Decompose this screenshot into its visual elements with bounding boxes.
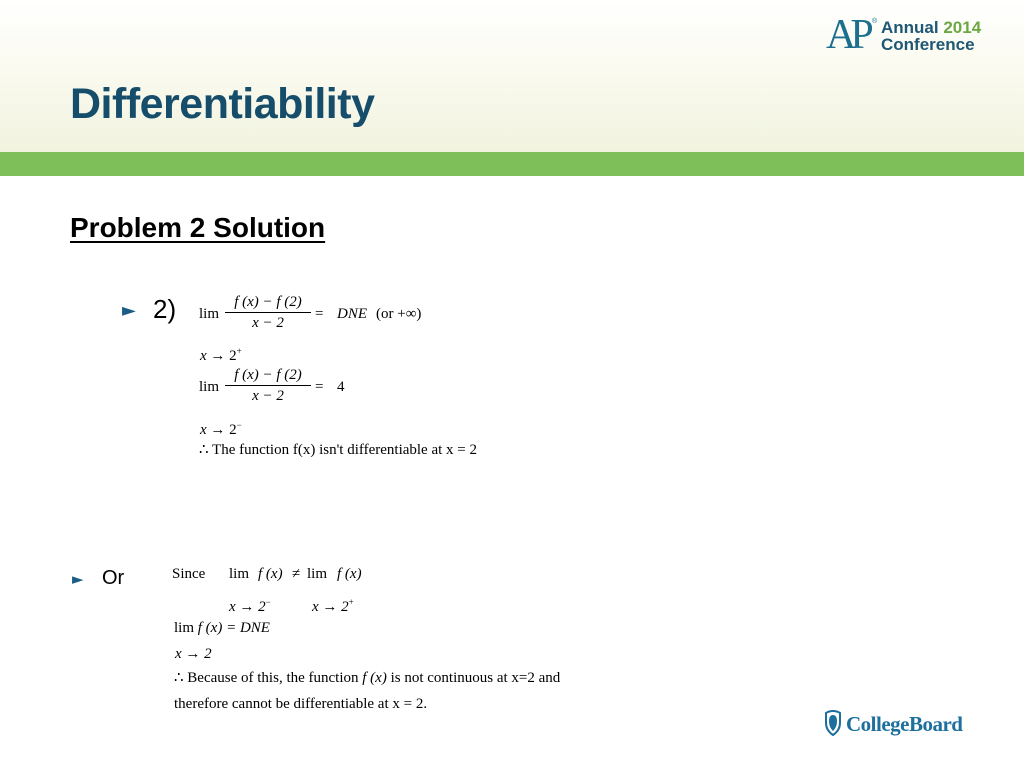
header-band: [0, 0, 1024, 152]
bullet-label-2: 2): [153, 294, 177, 324]
lim2-numerator: f (x) − f (2): [225, 367, 311, 386]
since-sub-right-sign: +: [348, 597, 354, 607]
lim2-subscript: [200, 417, 242, 438]
lim2-equals: =: [315, 379, 324, 395]
lim1-paren: (or +∞): [376, 306, 422, 322]
lim3-lim: lim: [174, 620, 195, 636]
since-sub-left-text: x → 2: [229, 599, 266, 615]
conclusion2-b: is not continuous at x=2 and: [390, 670, 561, 686]
conclusion1: [199, 442, 477, 458]
lim1-denominator: x − 2: [252, 315, 284, 331]
green-divider-bar: [0, 152, 1024, 176]
conclusion2-line1: [174, 670, 560, 686]
bullet-arrow-icon: ►: [122, 300, 136, 321]
since-sub-right-text: x → 2: [312, 599, 349, 615]
lim1-sub-var: x: [200, 348, 207, 364]
since-neq: ≠: [292, 566, 301, 582]
slide-title: Differentiability: [70, 80, 375, 128]
since-f-left: f (x): [258, 566, 283, 582]
conclusion2-f: f (x): [362, 670, 387, 686]
lim2-sub-sign: −: [236, 420, 242, 430]
lim2-sub-var: x: [200, 422, 207, 438]
lim1-numerator: f (x) − f (2): [225, 294, 311, 313]
lim1-sub-arrow: →: [210, 348, 226, 364]
conclusion2-a: Because of this, the function: [187, 670, 359, 686]
lim1-equals: =: [315, 306, 324, 322]
since-sub-left: [229, 594, 271, 615]
since-lim-left: lim: [229, 566, 250, 582]
lim2-fraction: [225, 367, 311, 405]
since-sub-left-sign: −: [265, 597, 271, 607]
therefore-symbol: ∴: [174, 670, 184, 686]
ap-trademark: ®: [872, 18, 878, 25]
lim1-lim: lim: [199, 306, 220, 322]
conclusion2-line2: therefore cannot be differentiable at x = 2.: [174, 696, 428, 712]
since-f-right: f (x): [337, 566, 362, 582]
lim3-result: DNE: [239, 620, 270, 636]
bullet-label-or: Or: [102, 567, 125, 589]
since-label: Since: [172, 566, 206, 582]
therefore-symbol: ∴: [199, 442, 209, 458]
section-heading: Problem 2 Solution: [70, 212, 326, 243]
lim2-result: 4: [337, 379, 345, 395]
ap-logo-conference: Conference: [881, 35, 975, 54]
lim2-sub-val: 2: [229, 422, 237, 438]
lim2-denominator: x − 2: [252, 388, 284, 404]
lim2-sub-arrow: →: [210, 422, 226, 438]
lim1-subscript: [200, 343, 242, 364]
lim3-expr: f (x) =: [197, 620, 240, 636]
since-sub-right: [312, 594, 354, 615]
lim2-lim: lim: [199, 379, 220, 395]
conclusion1-text: The function f(x) isn't differentiable at x = 2: [212, 442, 477, 458]
lim3-sub: x → 2: [175, 646, 212, 662]
acorn-shield-icon: [823, 710, 843, 736]
lim1-fraction: [225, 294, 311, 332]
ap-logo-year: 2014: [943, 18, 982, 37]
ap-logo-annual: Annual: [881, 18, 939, 37]
bullet-arrow-icon: ►: [72, 570, 84, 588]
collegeboard-logo-text: CollegeBoard: [846, 712, 963, 736]
lim1-sub-val: 2: [229, 348, 237, 364]
lim1-sub-sign: +: [236, 346, 242, 356]
ap-logo-letters: AP: [826, 12, 868, 58]
since-lim-right: lim: [307, 566, 328, 582]
lim1-result: DNE: [337, 306, 367, 322]
lim3: [174, 620, 270, 636]
